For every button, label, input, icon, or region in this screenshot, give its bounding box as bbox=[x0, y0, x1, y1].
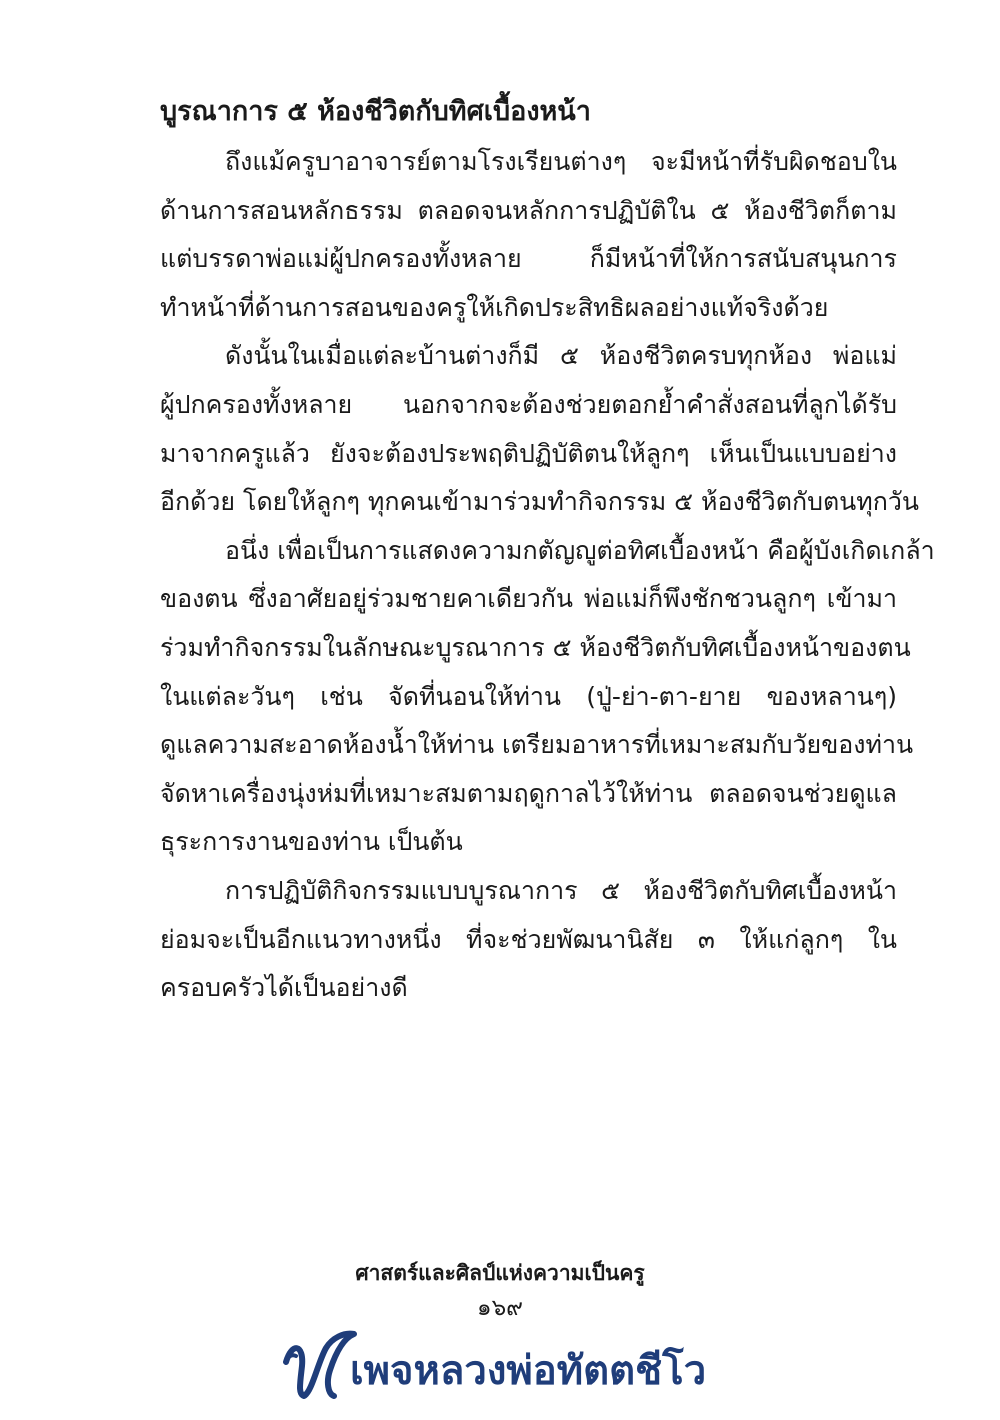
paragraph-line: อนึ่ง เพื่อเป็นการแสดงความกตัญญูต่อทิศเบื้องหน้า คือผู้บังเกิดเกล้า bbox=[225, 535, 935, 565]
paragraph-line: ดังนั้นในเมื่อแต่ละบ้านต่างก็มี ๕ ห้องชีวิตครบทุกห้อง พ่อแม่ bbox=[225, 341, 897, 371]
paragraph-4 bbox=[160, 867, 897, 1013]
logo-mark-icon bbox=[278, 1322, 358, 1402]
paragraph-line: ครอบครัวได้เป็นอย่างดี bbox=[160, 973, 408, 1003]
paragraph-line: ของตน ซึ่งอาศัยอยู่ร่วมชายคาเดียวกัน พ่อแม่ก็พึงชักชวนลูกๆ เข้ามา bbox=[160, 584, 897, 614]
paragraph-line: อีกด้วย โดยให้ลูกๆ ทุกคนเข้ามาร่วมทำกิจกรรม ๕ ห้องชีวิตกับตนทุกวัน bbox=[160, 487, 920, 517]
page-number: ๑๖๙ bbox=[476, 1295, 524, 1321]
paragraph-line: การปฏิบัติกิจกรรมแบบบูรณาการ ๕ ห้องชีวิตกับทิศเบื้องหน้า bbox=[225, 875, 897, 905]
paragraph-line: ผู้ปกครองทั้งหลาย นอกจากจะต้องช่วยตอกย้ำคำสั่งสอนที่ลูกได้รับ bbox=[160, 389, 897, 419]
paragraph-2 bbox=[160, 332, 920, 526]
book-title: ศาสตร์และศิลป์แห่งความเป็นครู bbox=[355, 1261, 645, 1285]
paragraph-line: ด้านการสอนหลักธรรม ตลอดจนหลักการปฏิบัติใน ๕ ห้องชีวิตก็ตาม bbox=[160, 195, 897, 225]
paragraph-line: จัดหาเครื่องนุ่งห่มที่เหมาะสมตามฤดูกาลไว้ให้ท่าน ตลอดจนช่วยดูแล bbox=[160, 778, 897, 808]
paragraph-line: ร่วมทำกิจกรรมในลักษณะบูรณาการ ๕ ห้องชีวิตกับทิศเบื้องหน้าของตน bbox=[160, 632, 911, 662]
paragraph-line: ดูแลความสะอาดห้องน้ำให้ท่าน เตรียมอาหารที่เหมาะสมกับวัยของท่าน bbox=[160, 730, 914, 760]
logo-text: เพจหลวงพ่อทัตตชีโว bbox=[350, 1348, 707, 1394]
paragraph-line: แต่บรรดาพ่อแม่ผู้ปกครองทั้งหลาย ก็มีหน้าที่ให้การสนับสนุนการ bbox=[160, 244, 897, 274]
paragraph-line: ธุระการงานของท่าน เป็นต้น bbox=[160, 827, 463, 857]
paragraph-3 bbox=[160, 527, 935, 867]
page-logo bbox=[278, 1322, 738, 1402]
document-body bbox=[160, 88, 935, 1013]
paragraph-line: ทำหน้าที่ด้านการสอนของครูให้เกิดประสิทธิผลอย่างแท้จริงด้วย bbox=[160, 292, 829, 322]
paragraph-line: มาจากครูแล้ว ยังจะต้องประพฤติปฏิบัติตนให้ลูกๆ เห็นเป็นแบบอย่าง bbox=[160, 438, 897, 468]
paragraph-line: ในแต่ละวันๆ เช่น จัดที่นอนให้ท่าน (ปู่-ย่า-ตา-ยาย ของหลานๆ) bbox=[160, 681, 897, 711]
section-heading: บูรณาการ ๕ ห้องชีวิตกับทิศเบื้องหน้า bbox=[160, 96, 591, 127]
paragraph-line: ถึงแม้ครูบาอาจารย์ตามโรงเรียนต่างๆ จะมีหน้าที่รับผิดชอบใน bbox=[225, 147, 897, 176]
paragraph-1 bbox=[160, 138, 897, 332]
paragraph-line: ย่อมจะเป็นอีกแนวทางหนึ่ง ที่จะช่วยพัฒนานิสัย ๓ ให้แก่ลูกๆ ใน bbox=[160, 924, 897, 954]
